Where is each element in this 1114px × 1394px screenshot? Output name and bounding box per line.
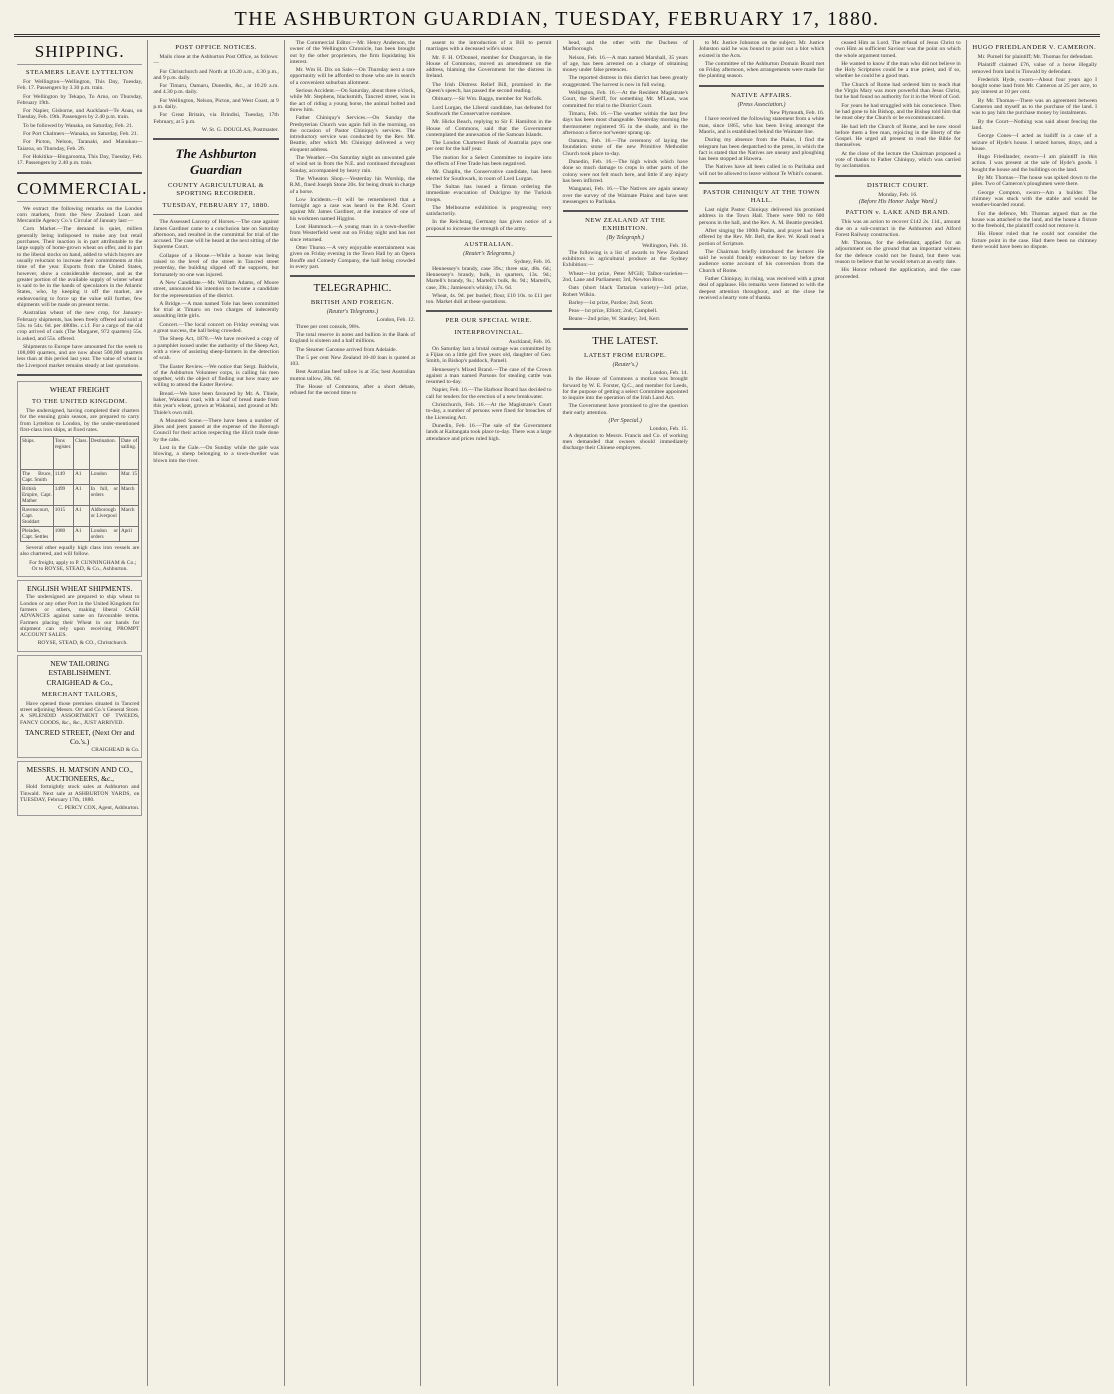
- paragraph: At the close of the lecture the Chairman proposed a vote of thanks to Father Chiniquy, which was carried by acclamation.: [835, 150, 961, 170]
- latest-heading: THE LATEST.: [592, 334, 659, 347]
- paragraph: The London Chartered Bank of Australia pays one per cent for the half year.: [426, 140, 552, 153]
- paragraph: The Commercial Editor.—Mr. Henry Anderson, the owner of the Wellington Chronicle, has been brought out by the other proprietors, the firm liquidating his interest.: [289, 40, 416, 65]
- paragraph: For Christchurch and North at 10.20 a.m., 4.30 p.m., and 9 p.m. daily.: [153, 68, 279, 81]
- paragraph: After singing the 100th Psalm, and prayer had been offered by the Rev. Mr. Bell, the Rev. W. Keall read a portion of Scripture.: [698, 227, 825, 247]
- divider: [426, 236, 551, 237]
- paragraph: For Picton, Nelson, Taranaki, and Manukau—Taiaroa, on Thursday, Feb. 26.: [17, 139, 143, 152]
- matson-heading: MESSRS. H. MATSON AND CO., AUCTIONEERS, &c.,: [26, 765, 133, 784]
- special-agency: (Per Special.): [608, 418, 642, 425]
- english-wheat-advert: [17, 580, 142, 651]
- steamers-heading: STEAMERS LEAVE LYTTELTON: [25, 69, 134, 76]
- latest-subheading: LATEST FROM EUROPE.: [583, 351, 667, 359]
- wheat-freight-apply: For freight, apply to P. CUNNINGHAM & Co.; Or to ROYSE, STEAD, & Co., Ashburton.: [29, 559, 137, 573]
- paragraph: Mr. Chaplin, the Conservative candidate, has been elected for Southwark, in room of Lord Lurgan.: [426, 169, 552, 182]
- table-cell: March: [119, 506, 138, 527]
- matson-sign: C. PERCY COX, Agent, Ashburton.: [58, 805, 140, 812]
- telegraphic-dateline: London, Feb. 12.: [376, 317, 416, 324]
- paragraph: Frederick Hyde, sworn—About four years ago I bought some land from Mr. Cameron at 25 per acre, to pay interest at 10 per cent.: [971, 76, 1097, 96]
- paragraph: Wheat, 4s. 9d. per bushel; flour, £10 10s. to £11 per ton. Market dull at these quotations.: [426, 292, 552, 306]
- table-header-cell: Tons register.: [53, 437, 73, 470]
- paragraph: The reported distress in this district has been greatly exaggerated. The harvest is now in full swing.: [562, 75, 688, 88]
- divider: [699, 182, 824, 184]
- divider: [835, 175, 960, 177]
- table-cell: 1080: [53, 527, 73, 542]
- english-wheat-text: The undersigned are prepared to ship wheat to London or any other Port in the United Kingdom for farmers or others, making liberal CASH ADVANCES against same on favourable terms. Farmers placing their Wheat in our hands for shipment can rely upon receiving PROMPT ACCOUNT SALES.: [20, 594, 140, 639]
- exhibition-dateline: Wellington, Feb. 16.: [642, 243, 688, 250]
- exhibition-heading: NEW ZEALAND AT THE EXHIBITION.: [585, 217, 666, 233]
- english-wheat-heading: ENGLISH WHEAT SHIPMENTS.: [27, 584, 133, 594]
- table-cell: A1: [74, 506, 90, 527]
- exhibition-agency: (By Telegraph.): [606, 235, 644, 242]
- matson-text: Hold fortnightly stock sales at Ashburton and Tinwald. Next sale at ASHBURTON YARDS, on TUESDAY, February 17th, 1880.: [20, 784, 140, 803]
- paragraph: The Sultan has issued a firman ordering the immediate evacuation of Dulcigno by the Turkish troops.: [426, 183, 552, 203]
- column-3: [285, 40, 421, 1386]
- paragraph: ceased Him as Lord. The refusal of Jesus Christ to own Him as sufficient Saviour was the point on which the whole argument turned.: [835, 40, 961, 59]
- paragraph: Hugo Friedlander, sworn—I am plaintiff in this action. I was present at the sale of Hyde's goods. I bought the house and the buildings on the land.: [971, 154, 1097, 173]
- australian-heading: AUSTRALIAN.: [464, 241, 514, 249]
- table-cell: The Bruce, Capt. Smith: [22, 471, 52, 484]
- paragraph: Otter Thurso.—A very enjoyable entertainment was given on Friday evening in the Town Hall by an Opera Bouffe and Comedy Company, the hall being crowded in every part.: [289, 244, 416, 270]
- provincial-news-body: [563, 40, 688, 205]
- paragraph: Lost Hammock.—A young man in a town-dweller from Westerfield went out on Friday night and has not since returned.: [289, 224, 416, 243]
- table-row: [21, 506, 139, 527]
- pastor-chiniquy-heading: PASTOR CHINIQUY AT THE TOWN HALL.: [703, 189, 820, 205]
- paper-subtitle: COUNTY AGRICULTURAL & SPORTING RECORDER.: [167, 182, 265, 198]
- district-court-judge: (Before His Honor Judge Ward.): [858, 198, 938, 205]
- table-cell: London or orders: [90, 528, 118, 541]
- paragraph: Lord Lurgan, the Liberal candidate, has defeated for Southwark the Conservative nominee.: [426, 104, 552, 117]
- tailoring-address: TANCRED STREET, (Next Orr and Co.'s.): [24, 727, 135, 746]
- paragraph: For years he had struggled with his conscience. Then he had gone to his Bishop, and the Bishop told him that he must obey the Church or be excommunicated.: [835, 102, 961, 122]
- pastor-chiniquy-body: [699, 207, 824, 301]
- ship-table: [20, 436, 139, 542]
- paragraph: For Hokitika—Bingarooma, This Day, Tuesday, Feb. 17. Passengers by 2.40 p.m. train.: [17, 153, 143, 167]
- table-cell: April: [119, 527, 138, 542]
- paragraph: The total reserve in notes and bullion in the Bank of England is sixteen and a half millions.: [289, 331, 416, 345]
- divider: [17, 374, 142, 376]
- native-affairs-dateline: New Plymouth, Feb. 16.: [769, 110, 825, 117]
- paper-title: The Ashburton Guardian: [175, 146, 257, 178]
- divider: [153, 214, 278, 215]
- wheat-freight-heading: WHEAT FREIGHT: [49, 384, 110, 394]
- paragraph: For Wellington—Wellington, This Day, Tuesday, Feb. 17. Passengers by 3.30 p.m. train.: [17, 79, 143, 92]
- paragraph: Mr. Thomas, for the defendant, applied for an adjournment on the ground that an important witness for the defence could not be found, but there was reason to believe that he would return at an early date.: [835, 240, 961, 266]
- paragraph: The Steamer Garonne arrived from Adelaide.: [295, 346, 398, 353]
- paragraph: Mr. Hicks Beach, replying to Sir F. Hamilton in the House of Commons, said that the Government contemplated the annexation of the Samoan Islands.: [426, 119, 552, 138]
- column-7: [830, 40, 966, 1386]
- paragraph: George Compton, sworn—Am a builder. The chimney was stuck with the stable and would be weather-boarded round.: [971, 189, 1097, 209]
- paragraph: I have received the following statement from a white man, since 1865, who has been living amongst the Maoris, and is established behind the Waimate line.: [698, 116, 825, 135]
- paragraph: We extract the following remarks on the London corn markets, from the New Zealand Loan and Mercantile Agency Co.'s Circular of January last:—: [17, 205, 143, 225]
- telegraphic-subheading: BRITISH AND FOREIGN.: [310, 299, 394, 307]
- column-4: [421, 40, 557, 1386]
- paragraph: Last night Pastor Chiniquy delivered his promised address in the Town Hall. There were 900 to 600 persons in the hall, and the Rev. A. M. Beattie presided.: [698, 207, 825, 226]
- special-wire-heading: PER OUR SPECIAL WIRE.: [445, 317, 532, 325]
- district-court-case: PATTON v. LAKE AND BRAND.: [845, 209, 951, 217]
- commercial-body: [17, 206, 142, 369]
- paragraph: head, and the other with the Duchess of Marlborough.: [562, 40, 688, 53]
- paragraph: By the Court—Nothing was said about fencing the land.: [971, 118, 1097, 131]
- paragraph: Obituary.—Sir Wm. Baggs, member for Norfolk.: [432, 96, 543, 103]
- paragraph: Mails close at the Ashburton Post Office, as follows:—: [153, 54, 279, 67]
- paragraph: The Wheaton Shop.—Yesterday his Worship, the R.M., fined Joseph Stone 20s. for being drunk in charge of a horse.: [289, 175, 416, 195]
- paragraph: Serious Accident.—On Saturday, about three o'clock, while Mr. Stephens, blacksmith, Tancred street, was in the act of riding a young horse, the animal bolted and threw him.: [289, 88, 416, 113]
- paragraph: Plaintiff claimed £76, value of a horse illegally removed from land in Tinwald by defendant.: [971, 62, 1097, 75]
- paragraph: Dunedin, Feb. 16.—The high winds which have done so much damage to crops in other parts of the colony were not felt much here, and little if any injury has been inflicted.: [562, 159, 688, 184]
- table-cell: A1: [74, 527, 90, 542]
- english-wheat-sign: ROYSE, STEAD, & CO., Christchurch.: [37, 640, 128, 647]
- table-cell: 1499: [53, 485, 73, 506]
- divider: [290, 275, 415, 277]
- paragraph: The Irish Distress Relief Bill, promised in the Queen's speech, has passed the second reading.: [426, 81, 552, 95]
- steamers-list: [17, 79, 142, 167]
- paragraph: For Wellington, Nelson, Picton, and West Coast, at 9 p.m. daily.: [153, 97, 279, 111]
- native-affairs-agency: (Press Association.): [737, 101, 786, 108]
- paragraph: The following is a list of awards to New Zealand exhibitors in agricultural produce at the Sydney Exhibition:—: [562, 249, 688, 269]
- paragraph: Low Incidents.—It will be remembered that a fortnight ago a case was heard in the R.M. Court against Mr. James Gardiner, at the instance of one of his workmen named Higgins.: [289, 196, 416, 222]
- table-cell: March: [119, 485, 138, 506]
- paragraph: assent to the introduction of a Bill to permit marriages with a deceased wife's sister.: [426, 40, 552, 53]
- paragraph: The House of Commons, after a short debate, refused for the second time to: [289, 384, 416, 397]
- table-cell: Aldborough or Liverpool: [89, 506, 119, 527]
- paragraph: The Weather.—On Saturday night an unwonted gale of wind set in from the N.E. and continued throughout Sunday, accompanied by heavy rain.: [289, 155, 416, 174]
- paragraph: For Napier, Gisborne, and Auckland—Te Anau, on Tuesday, Feb. 19th. Passengers by 2.40 p.m. train.: [17, 108, 143, 121]
- wheat-freight-advert: [17, 381, 142, 577]
- paragraph: For the defence, Mr. Thomas argued that as the house was attached to the land, and the house a fixture to the freehold, the plaintiff could not remove it.: [971, 210, 1097, 230]
- paragraph: Concert.—The local concert on Friday evening was a great success, the hall being crowded.: [153, 321, 279, 335]
- paragraph: The Natives have all been called in to Parihaka and will not be allowed to leave without Te Whiti's consent.: [698, 164, 825, 177]
- paragraph: Hennessey's brandy, case 39s.; three star, 48s. 6d.; Hennessey's brandy, bulk, in quarters, 13s. 9d.; Martell's brandy, 9s.; Martell's bulk, 8s. 9d.; Martell's, case, 39s.; Jamieson's whisky, 17s. 6d.: [426, 265, 552, 291]
- paragraph: The Assessed Larceny of Horses.—The case against James Gardiner came to a conclusion late on Saturday afternoon, and resulted in the committal for trial of the accused. The case will be heard at the next sitting of the Supreme Court.: [153, 219, 279, 251]
- paragraph: Oamaru, Feb. 16.—The ceremony of laying the foundation stone of the new Primitive Methodist Church took place to-day.: [562, 138, 688, 157]
- paragraph: Nelson, Feb. 16.—A man named Marshall, 35 years of age, has been arrested on a charge of obtaining money under false pretences.: [562, 54, 688, 74]
- paragraph: Wellington, Feb. 16.—At the Resident Magistrate's Court, the Sheriff, for something Mr. M'Lean, was committed for trial to the District Court.: [562, 90, 688, 109]
- divider: [426, 310, 551, 312]
- table-cell: British Empire, Capt. Mather: [22, 486, 52, 505]
- matson-advert: [17, 761, 142, 816]
- special-text: A deputation to Messrs. Francis and Co. of working men demanded that owners should immediately discharge their Chinese employees.: [562, 432, 688, 452]
- telegraphic-heading: TELEGRAPHIC.: [313, 282, 392, 295]
- australian-body: [426, 266, 551, 306]
- paragraph: By Mr. Thomas—There was an agreement between Cameron and myself as to the purchase of the land. I was to pay him the purchase money by instalments.: [971, 97, 1097, 117]
- paragraph: The motion for a Select Committee to inquire into the effects of Free Trade has been negatived.: [426, 154, 552, 168]
- paragraph: Beans—2nd prize, W. Stanley; 3rd, Kerr.: [568, 316, 661, 323]
- telegraphic-agency: (Reuter's Telegrams.): [326, 309, 379, 316]
- paragraph: The Chairman briefly introduced the lecturer. He said he would frankly endeavour to lay before the audience some account of his conversion from the Church of Rome.: [698, 248, 825, 274]
- paragraph: The Church of Rome had ordered him to teach that the Virgin Mary was more powerful than Jesus Christ, but he had found no authority for it in the Word of God.: [835, 81, 961, 101]
- divider: [153, 138, 278, 140]
- column-1: [12, 40, 148, 1386]
- paragraph: George Cones—I acted as bailiff in a case of a seizure of Hyde's house. I seized horses, drays, and a house.: [971, 133, 1097, 152]
- paragraph: A Bridge.—A man named Tole has been committed for trial at Timaru on two charges of indecently assaulting little girls.: [153, 300, 279, 320]
- paragraph: Mr. Purnell for plaintiff; Mr. Thomas for defendant.: [977, 54, 1094, 60]
- post-office-body: [153, 54, 278, 125]
- table-cell: Pleiades, Capt. Settles: [21, 527, 54, 542]
- wheat-freight-after: Several other equally high class iron vessels are also chartered, and will follow.: [20, 545, 140, 558]
- paragraph: In the Reichstag, Germany has given notice of a proposal to increase the strength of the army.: [426, 219, 552, 232]
- paragraph: Barley—1st prize, Pardoe; 2nd, Scott.: [568, 299, 654, 306]
- wheat-freight-subheading: TO THE UNITED KINGDOM.: [32, 397, 128, 405]
- column-6-body: [699, 40, 824, 80]
- column-2: [148, 40, 284, 1386]
- column-5: [558, 40, 694, 1386]
- tailoring-sign: CRAIGHEAD & Co.: [91, 746, 140, 753]
- native-affairs-body: [699, 116, 824, 177]
- table-cell: A1: [74, 485, 90, 506]
- paragraph: Mr. F. H. O'Donnel, member for Dungarvan, in the House of Commons, moved an amendment on the address, blaming the Government for the distress in Ireland.: [426, 54, 552, 80]
- paragraph: For Timaru, Oamaru, Dunedin, &c., at 10.20 a.m. and 4.30 p.m. daily.: [153, 83, 279, 96]
- paragraph: Peas—1st prize, Elliott; 2nd, Campbell.: [568, 308, 658, 315]
- table-row: [21, 527, 139, 542]
- commercial-heading: COMMERCIAL.: [17, 179, 142, 202]
- masthead: [14, 8, 1100, 37]
- table-row: [21, 485, 139, 506]
- special-dateline: London, Feb. 15.: [649, 426, 688, 433]
- exhibition-body: [563, 250, 688, 323]
- paragraph: The Easter Review.—We notice that Sergt. Baldwin, of the Ashburton Volunteer corps, is calling his men together, with the object of finding out how many are willing to attend the Easter Review.: [153, 363, 279, 389]
- interprovincial-heading: INTERPROVINCIAL.: [454, 329, 524, 337]
- table-cell: London: [89, 470, 119, 485]
- table-cell: Ravenscourt, Capt. Stoddart: [21, 506, 54, 527]
- interprovincial-body: [426, 346, 551, 442]
- paragraph: A New Candidate.—Mr. William Adams, of Moore street, announced his intention to become a candidate for the representation of the district.: [153, 279, 279, 299]
- paragraph: He wanted to know if the man who did not believe in the Holy Scriptures could be a true priest, and if so, whether he could be a good man.: [835, 60, 961, 80]
- table-cell: In full, or orders: [89, 485, 119, 506]
- paragraph: Wanganui, Feb. 16.—The Natives are again uneasy over the survey of the Waimate Plains and have sent messengers to Parihaka.: [562, 186, 688, 205]
- table-header-cell: Destination.: [89, 437, 119, 470]
- post-office-heading: POST OFFICE NOTICES.: [175, 44, 257, 51]
- paragraph: The Government have promised to give the question their early attention.: [562, 403, 688, 416]
- post-office-sign: W. St. G. DOUGLAS, Postmaster.: [201, 126, 279, 133]
- paragraph: Collapse of a House.—While a house was being raised to the level of the street in Tancred street yesterday, the building slipped off the supports, but fortunately no one was injured.: [153, 252, 279, 278]
- tailoring-firm: CRAIGHEAD & Co.,: [46, 677, 113, 687]
- district-court-date: Monday, Feb. 16.: [878, 191, 918, 198]
- table-cell: 1015: [53, 506, 73, 527]
- interprovincial-dateline: Auckland, Feb. 16.: [508, 339, 552, 346]
- case-body: [972, 54, 1097, 250]
- australian-agency: (Reuter's Telegrams.): [463, 251, 515, 258]
- paragraph: Mr. Wm H. Dix on Sale.—On Thursday next a rare opportunity will be afforded to those who are in search of a convenient suburban allotment.: [289, 67, 416, 86]
- paragraph: To be followed by Wanaka, on Saturday, Feb. 21.: [23, 122, 134, 129]
- paragraph: For Great Britain, via Brindisi, Tuesday, 17th February, at 5 p.m.: [153, 112, 279, 125]
- paragraph: On Saturday last a brutal outrage was committed by a Fijian on a little girl five years old, daughter of Geo. Smith, in Bishop's paddock, Parnell.: [426, 345, 552, 365]
- foreign-news-body: [426, 40, 551, 232]
- paragraph: The Sheep Act, 1878.—We have received a copy of a pamphlet issued under the authority of the Sheep Act, with a view of assisting sheep-farmers in the detection of scab.: [153, 336, 279, 362]
- paragraph: Timaru, Feb. 16.—The weather within the last few days has been most changeable. Yesterday morning the thermometer registered 95 in the shade, and in the afternoon a fierce nor'wester sprang up.: [562, 110, 688, 136]
- lecture-body: [835, 40, 960, 170]
- district-court-body: [835, 219, 960, 280]
- columns: [12, 40, 1102, 1386]
- tailoring-text: Have opened those premises situated in Tancred street adjoining Messrs. Orr and Co.'s General Store. A SPLENDID ASSORTMENT OF TWEEDS, FANCY GOODS, &c., &c., JUST ARRIVED.: [20, 700, 140, 726]
- paragraph: By Mr. Thomas—The house was spiked down to the piles. Two of Cameron's ploughmen were there.: [971, 175, 1097, 188]
- paragraph: The committee of the Ashburton Domain Board met on Friday afternoon, when arrangements were made for the planting season.: [698, 60, 825, 80]
- paragraph: His Honor refused the application, and the case proceeded.: [835, 267, 961, 280]
- paragraph: A Mounted Scene.—There have been a number of jibes and jeers passed at the expense of the Borough Council for their action respecting the illicit trade done by the cabs.: [153, 417, 279, 443]
- table-header-cell: Date of sailing.: [119, 437, 138, 470]
- tailoring-heading: NEW TAILORING ESTABLISHMENT.: [48, 658, 111, 677]
- table-cell: 1149: [53, 470, 73, 485]
- tailoring-advert: [17, 655, 142, 758]
- paragraph: Father Chiniquy's Services.—On Sunday the Presbyterian Church was again full in the morning, on the occasion of Pastor Chiniquy's services. The introductory service was conducted by the Rev. Mr. Beattie, after which Mr. Chiniquy delivered a very eloquent address.: [289, 115, 416, 153]
- table-header-cell: Class.: [74, 437, 90, 470]
- paragraph: Bread.—We have been favoured by Mr. A. Thiele, baker, Wakanui road, with a loaf of bread made from this year's wheat, grown at Wakanui, and ground at Mr. Thiele's own mill.: [153, 390, 279, 416]
- paragraph: Wheat—1st prize, Peter M'Gill; Talbot-varieties—2nd, Lane and Parliament; 3rd, Newton Bros.: [562, 270, 688, 283]
- district-court-heading: DISTRICT COURT.: [867, 181, 929, 189]
- paragraph: The 5 per cent New Zealand 10-40 loan is quoted at 103.: [289, 354, 416, 368]
- paragraph: The Melbourne exhibition is progressing very satisfactorily.: [426, 204, 552, 218]
- paragraph: He had left the Church of Rome, and he now stood before them a free man, rejoicing in the liberty of the Gospel. He urged all present to read the Bible for themselves.: [835, 123, 961, 149]
- column-8: [967, 40, 1102, 1386]
- local-news-body: [153, 219, 278, 464]
- paragraph: Oats (short black Tartarian variety)—3rd prize, Robert Wilkin.: [562, 285, 688, 298]
- ship-table-header: [21, 437, 139, 470]
- native-affairs-heading: NATIVE AFFAIRS.: [731, 91, 792, 99]
- paragraph: Corn Market.—The demand is quiet, millers generally being indisposed to make any but retail purchases. Their inaction is in part attributable to the large supply of home-grown wheat on offer, and in part to the liberal stocks on hand, added to which buyers are usually reluctant to increase their commitments at this time of the year. Exports from the United States, however, show a considerable decrease, and as the greater portion of the available supply of winter wheat is said to be in the hands of speculators in the Atlantic States, who, by keeping it off the market, are endeavouring to force up the value still further, few shipments will be made on present terms.: [17, 226, 143, 309]
- paragraph: Father Chiniquy, in rising, was received with a great deal of applause. His remarks were listened to with the deepest attention throughout, and at the close he received a hearty vote of thanks.: [698, 276, 825, 301]
- shipping-heading: SHIPPING.: [17, 42, 142, 65]
- table-row: [21, 470, 139, 485]
- divider: [699, 85, 824, 87]
- latest-dateline: London, Feb. 14.: [649, 369, 688, 376]
- paper-date: TUESDAY, FEBRUARY 17, 1880.: [162, 202, 270, 210]
- paragraph: Best Australian beef tallow is at 35s; best Australian mutton tallow, 38s. 6d.: [289, 369, 416, 382]
- paragraph: For Wellington by Tekapo, To Arno, on Thursday, February 19th.: [17, 93, 143, 106]
- masthead-title: THE ASHBURTON GUARDIAN, TUESDAY, FEBRUARY 17, 1880.: [234, 8, 880, 30]
- paragraph: Australian wheat of the new crop, for January-February shipments, has been freely offered and sold at 53s. to 54s. 6d. per 480lbs. c.i.f. For a cargo of the old crop arrived of cask (The Margaret, 972 quarters) 55s. is asked, and 55s. offered.: [17, 310, 143, 342]
- table-cell: Mar. 15: [119, 470, 138, 485]
- paragraph: Napier, Feb. 16.—The Harbour Board has decided to call for tenders for the erection of a new breakwater.: [426, 387, 552, 400]
- ship-table-body: [21, 470, 139, 542]
- case-heading: HUGO FRIEDLANDER V. CAMERON.: [972, 44, 1097, 51]
- divider: [563, 328, 688, 330]
- column-6: [694, 40, 830, 1386]
- paragraph: In the House of Commons a motion was brought forward by W. E. Forster, Q.C., and member for Leeds, for the purpose of getting a select Committee appointed to inquire into the operation of the Irish Land Act.: [562, 376, 688, 402]
- latest-agency: (Reuter's.): [612, 361, 638, 368]
- paragraph: Three per cent consols, 98¾.: [295, 323, 361, 330]
- paragraph: During my absence from the Plains, I find the telegram has been despatched to the press, in which the fact is stated that the Natives are uneasy and ploughing has been stopped at Hawera.: [698, 137, 825, 163]
- table-cell: A1: [74, 470, 90, 485]
- paragraph: Shipments to Europe have amounted for the week to 108,000 quarters, and are now about 500,000 quarters less than at this period last year. The value of wheat in the Liverpool market remains steady at last quotations.: [17, 343, 143, 369]
- divider: [17, 172, 142, 174]
- divider: [563, 210, 688, 212]
- tailoring-sub: MERCHANT TAILORS,: [41, 690, 118, 698]
- table-header-cell: Ships.: [21, 437, 54, 470]
- paragraph: to Mr. Justice Johnston on the subject. Mr. Justice Johnston said he was bound to point out a blot which existed in the Acts.: [698, 40, 825, 59]
- telegraphic-body: [290, 324, 415, 397]
- local-news-body-continued: [290, 40, 415, 270]
- wheat-freight-text: The undersigned, having completed their charters for the ensuing grain season, are prepared to carry from Lyttelton to London, by the under-mentioned first-class iron ships, at fixed rates.: [20, 407, 140, 433]
- paragraph: Lost in the Gale.—On Sunday while the gale was blowing, a sheep belonging to a town-dweller was blown into the river.: [153, 445, 279, 464]
- paragraph: Christchurch, Feb. 16.—At the Magistrate's Court to-day, a number of persons were fined for breaches of the Licensing Act.: [426, 402, 552, 421]
- latest-body: [563, 376, 688, 416]
- australian-dateline: Sydney, Feb. 16.: [514, 259, 552, 266]
- paragraph: This was an action to recover £142 2s. 11d., amount due on a sub-contract in the Ashburton and Alford Forest Railway construction.: [835, 219, 961, 238]
- paragraph: Dunedin, Feb. 16.—The sale of the Government lands at Kaitangata took place to-day. There was a large attendance and prices ruled high.: [426, 422, 552, 442]
- paragraph: His Honor ruled that he could not consider the fixture point in the case. Had there been no chimney there would have been no dispute.: [971, 231, 1097, 251]
- paragraph: Hennessey's Mixed Brand.—The case of the Crown against a man named Parsons for stealing cattle was resumed to-day.: [426, 366, 552, 386]
- paragraph: For Port Chalmers—Wanaka, on Saturday, Feb. 21.: [23, 131, 139, 138]
